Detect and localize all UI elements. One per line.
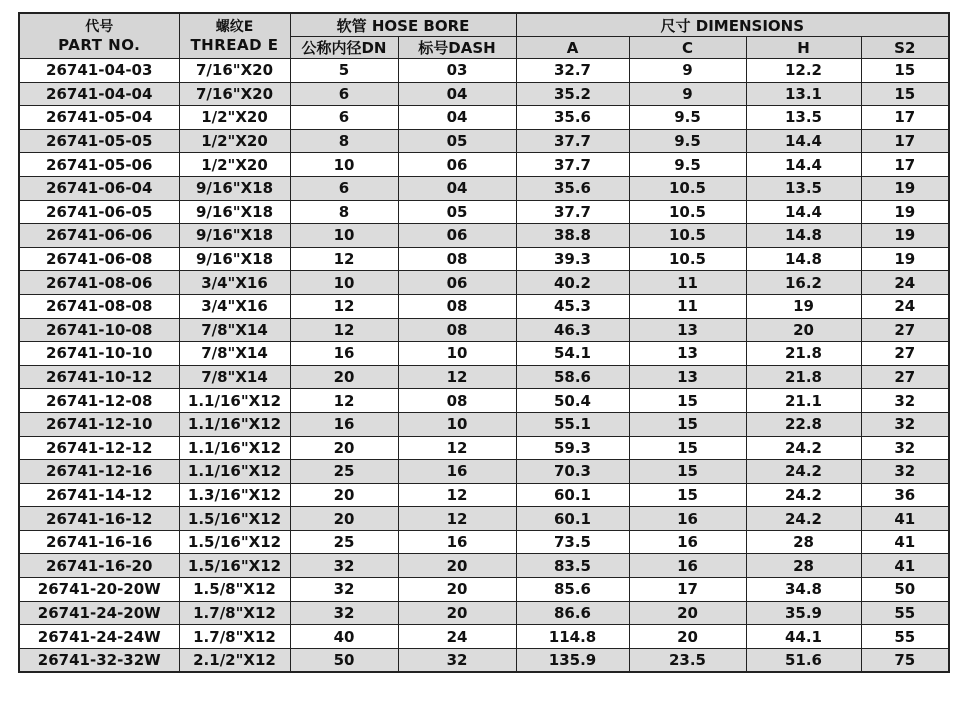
table-row xyxy=(19,342,949,366)
cell-dash: 08 xyxy=(398,247,516,271)
cell-dash: 08 xyxy=(398,318,516,342)
cell-a: 86.6 xyxy=(516,601,629,625)
cell-a: 39.3 xyxy=(516,247,629,271)
cell-dn: 8 xyxy=(290,200,398,224)
cell-a: 58.6 xyxy=(516,365,629,389)
cell-thread: 2.1/2"X12 xyxy=(179,648,290,672)
cell-h: 21.8 xyxy=(746,365,861,389)
cell-s2: 41 xyxy=(861,554,949,578)
header-thread-en: THREAD E xyxy=(190,36,279,54)
cell-part-no: 26741-16-16 xyxy=(19,530,179,554)
cell-part-no: 26741-12-16 xyxy=(19,460,179,484)
cell-thread: 1/2"X20 xyxy=(179,106,290,130)
cell-a: 37.7 xyxy=(516,153,629,177)
cell-s2: 19 xyxy=(861,224,949,248)
dimensions-table xyxy=(18,12,950,673)
table-row xyxy=(19,247,949,271)
cell-thread: 1.1/16"X12 xyxy=(179,460,290,484)
cell-thread: 1.1/16"X12 xyxy=(179,436,290,460)
cell-dn: 50 xyxy=(290,648,398,672)
cell-part-no: 26741-20-20W xyxy=(19,578,179,602)
cell-dash: 03 xyxy=(398,59,516,83)
table-row xyxy=(19,271,949,295)
cell-c: 23.5 xyxy=(629,648,746,672)
header-part-no-cn: 代号 xyxy=(85,19,114,35)
cell-dash: 04 xyxy=(398,176,516,200)
cell-part-no: 26741-10-12 xyxy=(19,365,179,389)
cell-part-no: 26741-05-04 xyxy=(19,106,179,130)
cell-a: 40.2 xyxy=(516,271,629,295)
cell-dash: 04 xyxy=(398,106,516,130)
cell-a: 114.8 xyxy=(516,625,629,649)
table-row xyxy=(19,200,949,224)
header-h: H xyxy=(746,37,861,59)
cell-s2: 36 xyxy=(861,483,949,507)
table-row xyxy=(19,625,949,649)
cell-dn: 5 xyxy=(290,59,398,83)
cell-part-no: 26741-10-08 xyxy=(19,318,179,342)
cell-h: 24.2 xyxy=(746,507,861,531)
cell-part-no: 26741-24-24W xyxy=(19,625,179,649)
cell-thread: 1/2"X20 xyxy=(179,153,290,177)
cell-thread: 9/16"X18 xyxy=(179,200,290,224)
cell-thread: 1.7/8"X12 xyxy=(179,601,290,625)
cell-a: 32.7 xyxy=(516,59,629,83)
cell-c: 10.5 xyxy=(629,247,746,271)
cell-dash: 08 xyxy=(398,389,516,413)
cell-dash: 05 xyxy=(398,200,516,224)
cell-dn: 12 xyxy=(290,294,398,318)
cell-dash: 10 xyxy=(398,342,516,366)
cell-c: 9.5 xyxy=(629,129,746,153)
cell-c: 9.5 xyxy=(629,153,746,177)
cell-a: 55.1 xyxy=(516,412,629,436)
cell-h: 28 xyxy=(746,530,861,554)
cell-part-no: 26741-05-06 xyxy=(19,153,179,177)
cell-h: 14.8 xyxy=(746,247,861,271)
cell-h: 12.2 xyxy=(746,59,861,83)
cell-a: 135.9 xyxy=(516,648,629,672)
cell-c: 20 xyxy=(629,625,746,649)
table-row xyxy=(19,507,949,531)
cell-s2: 27 xyxy=(861,318,949,342)
table-row xyxy=(19,129,949,153)
header-dn: 公称内径DN xyxy=(290,37,398,59)
cell-dash: 12 xyxy=(398,436,516,460)
cell-h: 21.8 xyxy=(746,342,861,366)
cell-c: 15 xyxy=(629,412,746,436)
header-thread xyxy=(179,13,290,59)
cell-dash: 12 xyxy=(398,365,516,389)
cell-thread: 7/16"X20 xyxy=(179,59,290,83)
table-row xyxy=(19,224,949,248)
cell-h: 13.1 xyxy=(746,82,861,106)
cell-c: 13 xyxy=(629,318,746,342)
cell-dash: 10 xyxy=(398,412,516,436)
cell-dash: 06 xyxy=(398,271,516,295)
cell-c: 10.5 xyxy=(629,200,746,224)
cell-c: 11 xyxy=(629,294,746,318)
cell-s2: 19 xyxy=(861,247,949,271)
cell-dn: 32 xyxy=(290,578,398,602)
cell-h: 13.5 xyxy=(746,106,861,130)
cell-dash: 32 xyxy=(398,648,516,672)
table-row xyxy=(19,294,949,318)
cell-s2: 32 xyxy=(861,389,949,413)
cell-h: 24.2 xyxy=(746,460,861,484)
cell-s2: 27 xyxy=(861,365,949,389)
cell-dn: 32 xyxy=(290,554,398,578)
cell-part-no: 26741-05-05 xyxy=(19,129,179,153)
cell-thread: 1.7/8"X12 xyxy=(179,625,290,649)
cell-h: 51.6 xyxy=(746,648,861,672)
header-dash: 标号DASH xyxy=(398,37,516,59)
cell-a: 73.5 xyxy=(516,530,629,554)
table-header xyxy=(19,13,949,59)
cell-c: 11 xyxy=(629,271,746,295)
cell-h: 21.1 xyxy=(746,389,861,413)
cell-part-no: 26741-08-06 xyxy=(19,271,179,295)
cell-a: 60.1 xyxy=(516,507,629,531)
header-thread-cn: 螺纹E xyxy=(215,19,254,35)
cell-dn: 25 xyxy=(290,460,398,484)
table-row xyxy=(19,82,949,106)
cell-s2: 24 xyxy=(861,294,949,318)
header-a: A xyxy=(516,37,629,59)
cell-dash: 16 xyxy=(398,460,516,484)
cell-s2: 15 xyxy=(861,82,949,106)
cell-thread: 1.1/16"X12 xyxy=(179,412,290,436)
cell-part-no: 26741-16-12 xyxy=(19,507,179,531)
cell-part-no: 26741-32-32W xyxy=(19,648,179,672)
cell-h: 14.4 xyxy=(746,153,861,177)
cell-c: 15 xyxy=(629,436,746,460)
cell-a: 83.5 xyxy=(516,554,629,578)
cell-dn: 20 xyxy=(290,507,398,531)
cell-h: 24.2 xyxy=(746,483,861,507)
cell-dash: 04 xyxy=(398,82,516,106)
cell-h: 14.4 xyxy=(746,129,861,153)
cell-c: 13 xyxy=(629,365,746,389)
cell-a: 37.7 xyxy=(516,200,629,224)
cell-part-no: 26741-14-12 xyxy=(19,483,179,507)
table-row xyxy=(19,648,949,672)
cell-thread: 1/2"X20 xyxy=(179,129,290,153)
cell-thread: 3/4"X16 xyxy=(179,294,290,318)
table-row xyxy=(19,153,949,177)
table-row xyxy=(19,412,949,436)
table-row xyxy=(19,483,949,507)
cell-s2: 32 xyxy=(861,436,949,460)
cell-part-no: 26741-04-03 xyxy=(19,59,179,83)
header-hose-bore: 软管 HOSE BORE xyxy=(290,13,516,37)
cell-part-no: 26741-06-08 xyxy=(19,247,179,271)
cell-thread: 9/16"X18 xyxy=(179,224,290,248)
cell-part-no: 26741-06-05 xyxy=(19,200,179,224)
cell-part-no: 26741-12-12 xyxy=(19,436,179,460)
cell-c: 13 xyxy=(629,342,746,366)
cell-c: 15 xyxy=(629,483,746,507)
cell-c: 9 xyxy=(629,82,746,106)
cell-dn: 6 xyxy=(290,176,398,200)
table-row xyxy=(19,554,949,578)
cell-thread: 9/16"X18 xyxy=(179,247,290,271)
cell-part-no: 26741-06-06 xyxy=(19,224,179,248)
header-c: C xyxy=(629,37,746,59)
table-row xyxy=(19,318,949,342)
cell-a: 54.1 xyxy=(516,342,629,366)
cell-c: 16 xyxy=(629,554,746,578)
cell-thread: 1.3/16"X12 xyxy=(179,483,290,507)
header-part-no xyxy=(19,13,179,59)
cell-dn: 20 xyxy=(290,365,398,389)
cell-h: 13.5 xyxy=(746,176,861,200)
cell-dash: 20 xyxy=(398,578,516,602)
cell-dash: 05 xyxy=(398,129,516,153)
cell-c: 10.5 xyxy=(629,176,746,200)
cell-part-no: 26741-04-04 xyxy=(19,82,179,106)
cell-part-no: 26741-06-04 xyxy=(19,176,179,200)
header-s2: S2 xyxy=(861,37,949,59)
cell-s2: 17 xyxy=(861,129,949,153)
cell-a: 35.6 xyxy=(516,106,629,130)
cell-a: 85.6 xyxy=(516,578,629,602)
cell-a: 35.2 xyxy=(516,82,629,106)
cell-h: 14.4 xyxy=(746,200,861,224)
table-row xyxy=(19,601,949,625)
cell-s2: 17 xyxy=(861,153,949,177)
cell-part-no: 26741-12-10 xyxy=(19,412,179,436)
cell-dn: 25 xyxy=(290,530,398,554)
cell-s2: 17 xyxy=(861,106,949,130)
cell-dn: 12 xyxy=(290,247,398,271)
cell-s2: 27 xyxy=(861,342,949,366)
cell-dn: 6 xyxy=(290,106,398,130)
cell-dash: 20 xyxy=(398,601,516,625)
cell-thread: 1.5/16"X12 xyxy=(179,530,290,554)
cell-s2: 55 xyxy=(861,601,949,625)
cell-h: 20 xyxy=(746,318,861,342)
cell-s2: 50 xyxy=(861,578,949,602)
cell-s2: 19 xyxy=(861,200,949,224)
cell-h: 28 xyxy=(746,554,861,578)
cell-h: 34.8 xyxy=(746,578,861,602)
cell-dn: 10 xyxy=(290,153,398,177)
cell-h: 35.9 xyxy=(746,601,861,625)
cell-dash: 20 xyxy=(398,554,516,578)
cell-h: 22.8 xyxy=(746,412,861,436)
cell-c: 9 xyxy=(629,59,746,83)
cell-a: 70.3 xyxy=(516,460,629,484)
cell-thread: 3/4"X16 xyxy=(179,271,290,295)
cell-s2: 24 xyxy=(861,271,949,295)
cell-dn: 12 xyxy=(290,318,398,342)
cell-h: 24.2 xyxy=(746,436,861,460)
cell-h: 14.8 xyxy=(746,224,861,248)
cell-dash: 08 xyxy=(398,294,516,318)
cell-a: 38.8 xyxy=(516,224,629,248)
cell-s2: 15 xyxy=(861,59,949,83)
cell-part-no: 26741-16-20 xyxy=(19,554,179,578)
cell-dn: 10 xyxy=(290,224,398,248)
cell-dash: 06 xyxy=(398,153,516,177)
cell-thread: 1.5/8"X12 xyxy=(179,578,290,602)
table-row xyxy=(19,176,949,200)
cell-c: 16 xyxy=(629,507,746,531)
cell-dash: 24 xyxy=(398,625,516,649)
header-dimensions: 尺寸 DIMENSIONS xyxy=(516,13,949,37)
cell-dn: 20 xyxy=(290,436,398,460)
cell-dn: 20 xyxy=(290,483,398,507)
cell-a: 45.3 xyxy=(516,294,629,318)
cell-c: 17 xyxy=(629,578,746,602)
cell-s2: 41 xyxy=(861,507,949,531)
cell-dash: 12 xyxy=(398,483,516,507)
header-part-no-en: PART NO. xyxy=(58,36,141,54)
cell-dn: 8 xyxy=(290,129,398,153)
cell-s2: 55 xyxy=(861,625,949,649)
cell-h: 44.1 xyxy=(746,625,861,649)
cell-thread: 7/8"X14 xyxy=(179,318,290,342)
cell-thread: 9/16"X18 xyxy=(179,176,290,200)
cell-c: 16 xyxy=(629,530,746,554)
cell-a: 37.7 xyxy=(516,129,629,153)
cell-part-no: 26741-08-08 xyxy=(19,294,179,318)
table-body xyxy=(19,59,949,673)
table-row xyxy=(19,365,949,389)
cell-thread: 1.5/16"X12 xyxy=(179,554,290,578)
cell-dn: 40 xyxy=(290,625,398,649)
table-row xyxy=(19,106,949,130)
cell-dash: 16 xyxy=(398,530,516,554)
cell-thread: 1.5/16"X12 xyxy=(179,507,290,531)
cell-a: 59.3 xyxy=(516,436,629,460)
cell-c: 20 xyxy=(629,601,746,625)
cell-thread: 7/16"X20 xyxy=(179,82,290,106)
cell-part-no: 26741-12-08 xyxy=(19,389,179,413)
cell-s2: 32 xyxy=(861,460,949,484)
cell-dn: 12 xyxy=(290,389,398,413)
cell-h: 16.2 xyxy=(746,271,861,295)
cell-dn: 32 xyxy=(290,601,398,625)
cell-dash: 06 xyxy=(398,224,516,248)
cell-thread: 7/8"X14 xyxy=(179,342,290,366)
cell-a: 60.1 xyxy=(516,483,629,507)
cell-c: 15 xyxy=(629,460,746,484)
cell-s2: 41 xyxy=(861,530,949,554)
cell-dn: 10 xyxy=(290,271,398,295)
cell-part-no: 26741-24-20W xyxy=(19,601,179,625)
cell-s2: 19 xyxy=(861,176,949,200)
table-row xyxy=(19,436,949,460)
table-row xyxy=(19,59,949,83)
table-row xyxy=(19,530,949,554)
cell-part-no: 26741-10-10 xyxy=(19,342,179,366)
cell-c: 9.5 xyxy=(629,106,746,130)
cell-dn: 16 xyxy=(290,412,398,436)
cell-dn: 16 xyxy=(290,342,398,366)
cell-c: 10.5 xyxy=(629,224,746,248)
cell-c: 15 xyxy=(629,389,746,413)
cell-s2: 32 xyxy=(861,412,949,436)
cell-a: 35.6 xyxy=(516,176,629,200)
cell-thread: 1.1/16"X12 xyxy=(179,389,290,413)
cell-dash: 12 xyxy=(398,507,516,531)
cell-s2: 75 xyxy=(861,648,949,672)
cell-dn: 6 xyxy=(290,82,398,106)
table-row xyxy=(19,460,949,484)
cell-h: 19 xyxy=(746,294,861,318)
cell-a: 50.4 xyxy=(516,389,629,413)
cell-thread: 7/8"X14 xyxy=(179,365,290,389)
table-row xyxy=(19,578,949,602)
table-row xyxy=(19,389,949,413)
cell-a: 46.3 xyxy=(516,318,629,342)
